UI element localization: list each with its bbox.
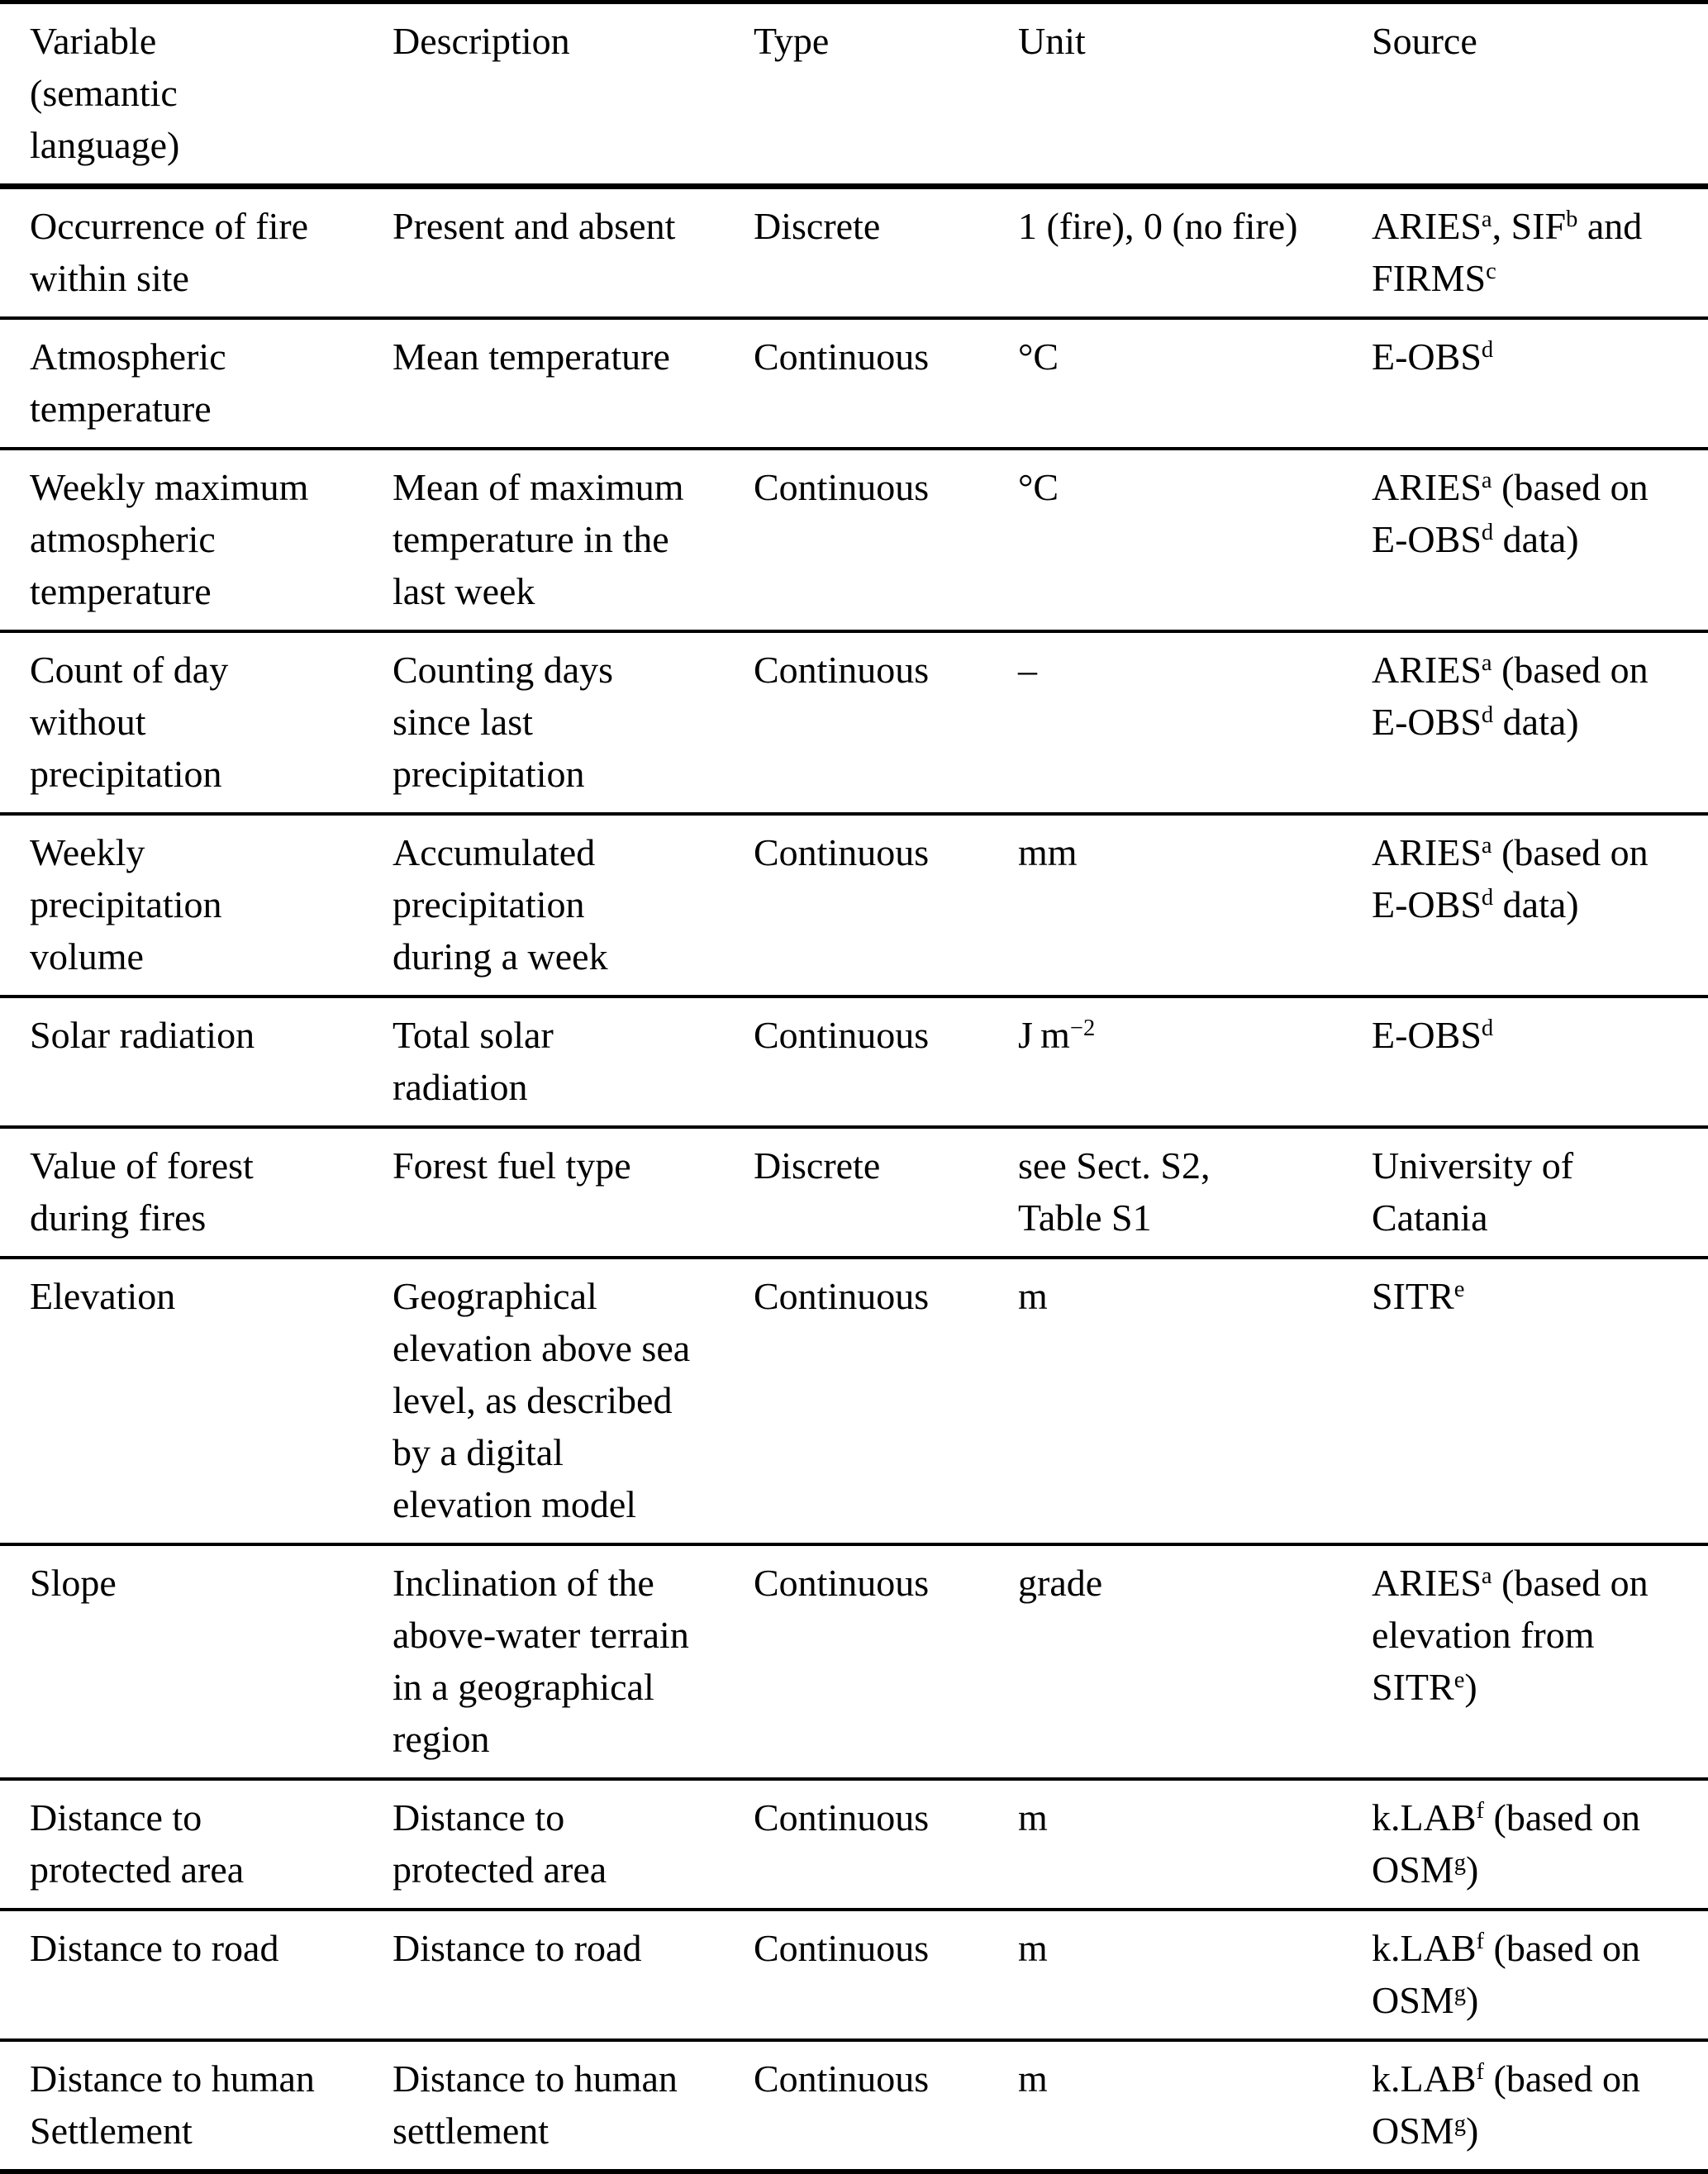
cell-source: E-OBS$^d$ [1372, 318, 1708, 449]
cell-type: Discrete [754, 187, 1018, 319]
cell-type: Continuous [754, 1910, 1018, 2040]
cell-type: Continuous [754, 449, 1018, 631]
cell-type: Continuous [754, 997, 1018, 1127]
table-row [0, 1258, 1708, 1544]
cell-unit: 1 (fire), 0 (no fire) [1018, 187, 1372, 319]
table-row [0, 631, 1708, 814]
cell-description: Distance to protected area [393, 1779, 754, 1910]
cell-unit: m [1018, 1910, 1372, 2040]
cell-type: Discrete [754, 1127, 1018, 1258]
column-header-unit: Unit [1018, 2, 1372, 187]
cell-type: Continuous [754, 631, 1018, 814]
table-row [0, 1127, 1708, 1258]
header-row [0, 2, 1708, 187]
cell-type: Continuous [754, 318, 1018, 449]
cell-source: k.LAB$^f$ (based on OSM$^g$) [1372, 1779, 1708, 1910]
cell-source: SITR$^e$ [1372, 1258, 1708, 1544]
cell-unit: m [1018, 2040, 1372, 2172]
table-row [0, 187, 1708, 319]
cell-variable: Count of day without precipitation [0, 631, 393, 814]
cell-description: Forest fuel type [393, 1127, 754, 1258]
cell-description: Distance to human settlement [393, 2040, 754, 2172]
cell-description: Total solar radiation [393, 997, 754, 1127]
cell-variable: Distance to protected area [0, 1779, 393, 1910]
cell-variable: Weekly precipitation volume [0, 814, 393, 997]
cell-description: Inclination of the above-water terrain in a geographical region [393, 1544, 754, 1779]
cell-description: Present and absent [393, 187, 754, 319]
cell-unit: see Sect. S2, Table S1 [1018, 1127, 1372, 1258]
cell-description: Accumulated precipitation during a week [393, 814, 754, 997]
cell-source: E-OBS$^d$ [1372, 997, 1708, 1127]
cell-unit: mm [1018, 814, 1372, 997]
cell-source: ARIES$^a$ (based on E-OBS$^d$ data) [1372, 449, 1708, 631]
cell-variable: Atmospheric temperature [0, 318, 393, 449]
cell-unit: m [1018, 1779, 1372, 1910]
table-row [0, 997, 1708, 1127]
cell-unit: grade [1018, 1544, 1372, 1779]
cell-variable: Slope [0, 1544, 393, 1779]
cell-source: ARIES$^a$ (based on elevation from SITR$^e$) [1372, 1544, 1708, 1779]
cell-type: Continuous [754, 1779, 1018, 1910]
cell-variable: Occurrence of fire within site [0, 187, 393, 319]
cell-type: Continuous [754, 814, 1018, 997]
cell-variable: Solar radiation [0, 997, 393, 1127]
cell-type: Continuous [754, 1258, 1018, 1544]
cell-description: Geographical elevation above sea level, as described by a digital elevation model [393, 1258, 754, 1544]
column-header-description: Description [393, 2, 754, 187]
cell-type: Continuous [754, 2040, 1018, 2172]
cell-description: Distance to road [393, 1910, 754, 2040]
table-row [0, 1779, 1708, 1910]
table-row [0, 2040, 1708, 2172]
table-header [0, 2, 1708, 187]
cell-unit: °C [1018, 318, 1372, 449]
table-row [0, 318, 1708, 449]
cell-variable: Distance to human Settlement [0, 2040, 393, 2172]
cell-source: k.LAB$^f$ (based on OSM$^g$) [1372, 2040, 1708, 2172]
cell-unit: J $m^{-2}$ [1018, 997, 1372, 1127]
cell-variable: Weekly maximum atmospheric temperature [0, 449, 393, 631]
table-row [0, 1544, 1708, 1779]
cell-unit: m [1018, 1258, 1372, 1544]
cell-source: ARIES$^a$ (based on E-OBS$^d$ data) [1372, 814, 1708, 997]
column-header-type: Type [754, 2, 1018, 187]
cell-source: University of Catania [1372, 1127, 1708, 1258]
cell-variable: Distance to road [0, 1910, 393, 2040]
cell-description: Mean of maximum temperature in the last week [393, 449, 754, 631]
cell-source: ARIES$^a$ (based on E-OBS$^d$ data) [1372, 631, 1708, 814]
column-header-variable: Variable (semantic language) [0, 2, 393, 187]
cell-variable: Elevation [0, 1258, 393, 1544]
cell-unit: °C [1018, 449, 1372, 631]
cell-source: k.LAB$^f$ (based on OSM$^g$) [1372, 1910, 1708, 2040]
cell-description: Counting days since last precipitation [393, 631, 754, 814]
cell-type: Continuous [754, 1544, 1018, 1779]
column-header-source: Source [1372, 2, 1708, 187]
cell-variable: Value of forest during fires [0, 1127, 393, 1258]
table-body [0, 187, 1708, 2172]
cell-unit: – [1018, 631, 1372, 814]
cell-description: Mean temperature [393, 318, 754, 449]
cell-source: ARIES$^a$, SIF$^b$ and FIRMS$^c$ [1372, 187, 1708, 319]
table-row [0, 449, 1708, 631]
table-row [0, 814, 1708, 997]
table-row [0, 1910, 1708, 2040]
